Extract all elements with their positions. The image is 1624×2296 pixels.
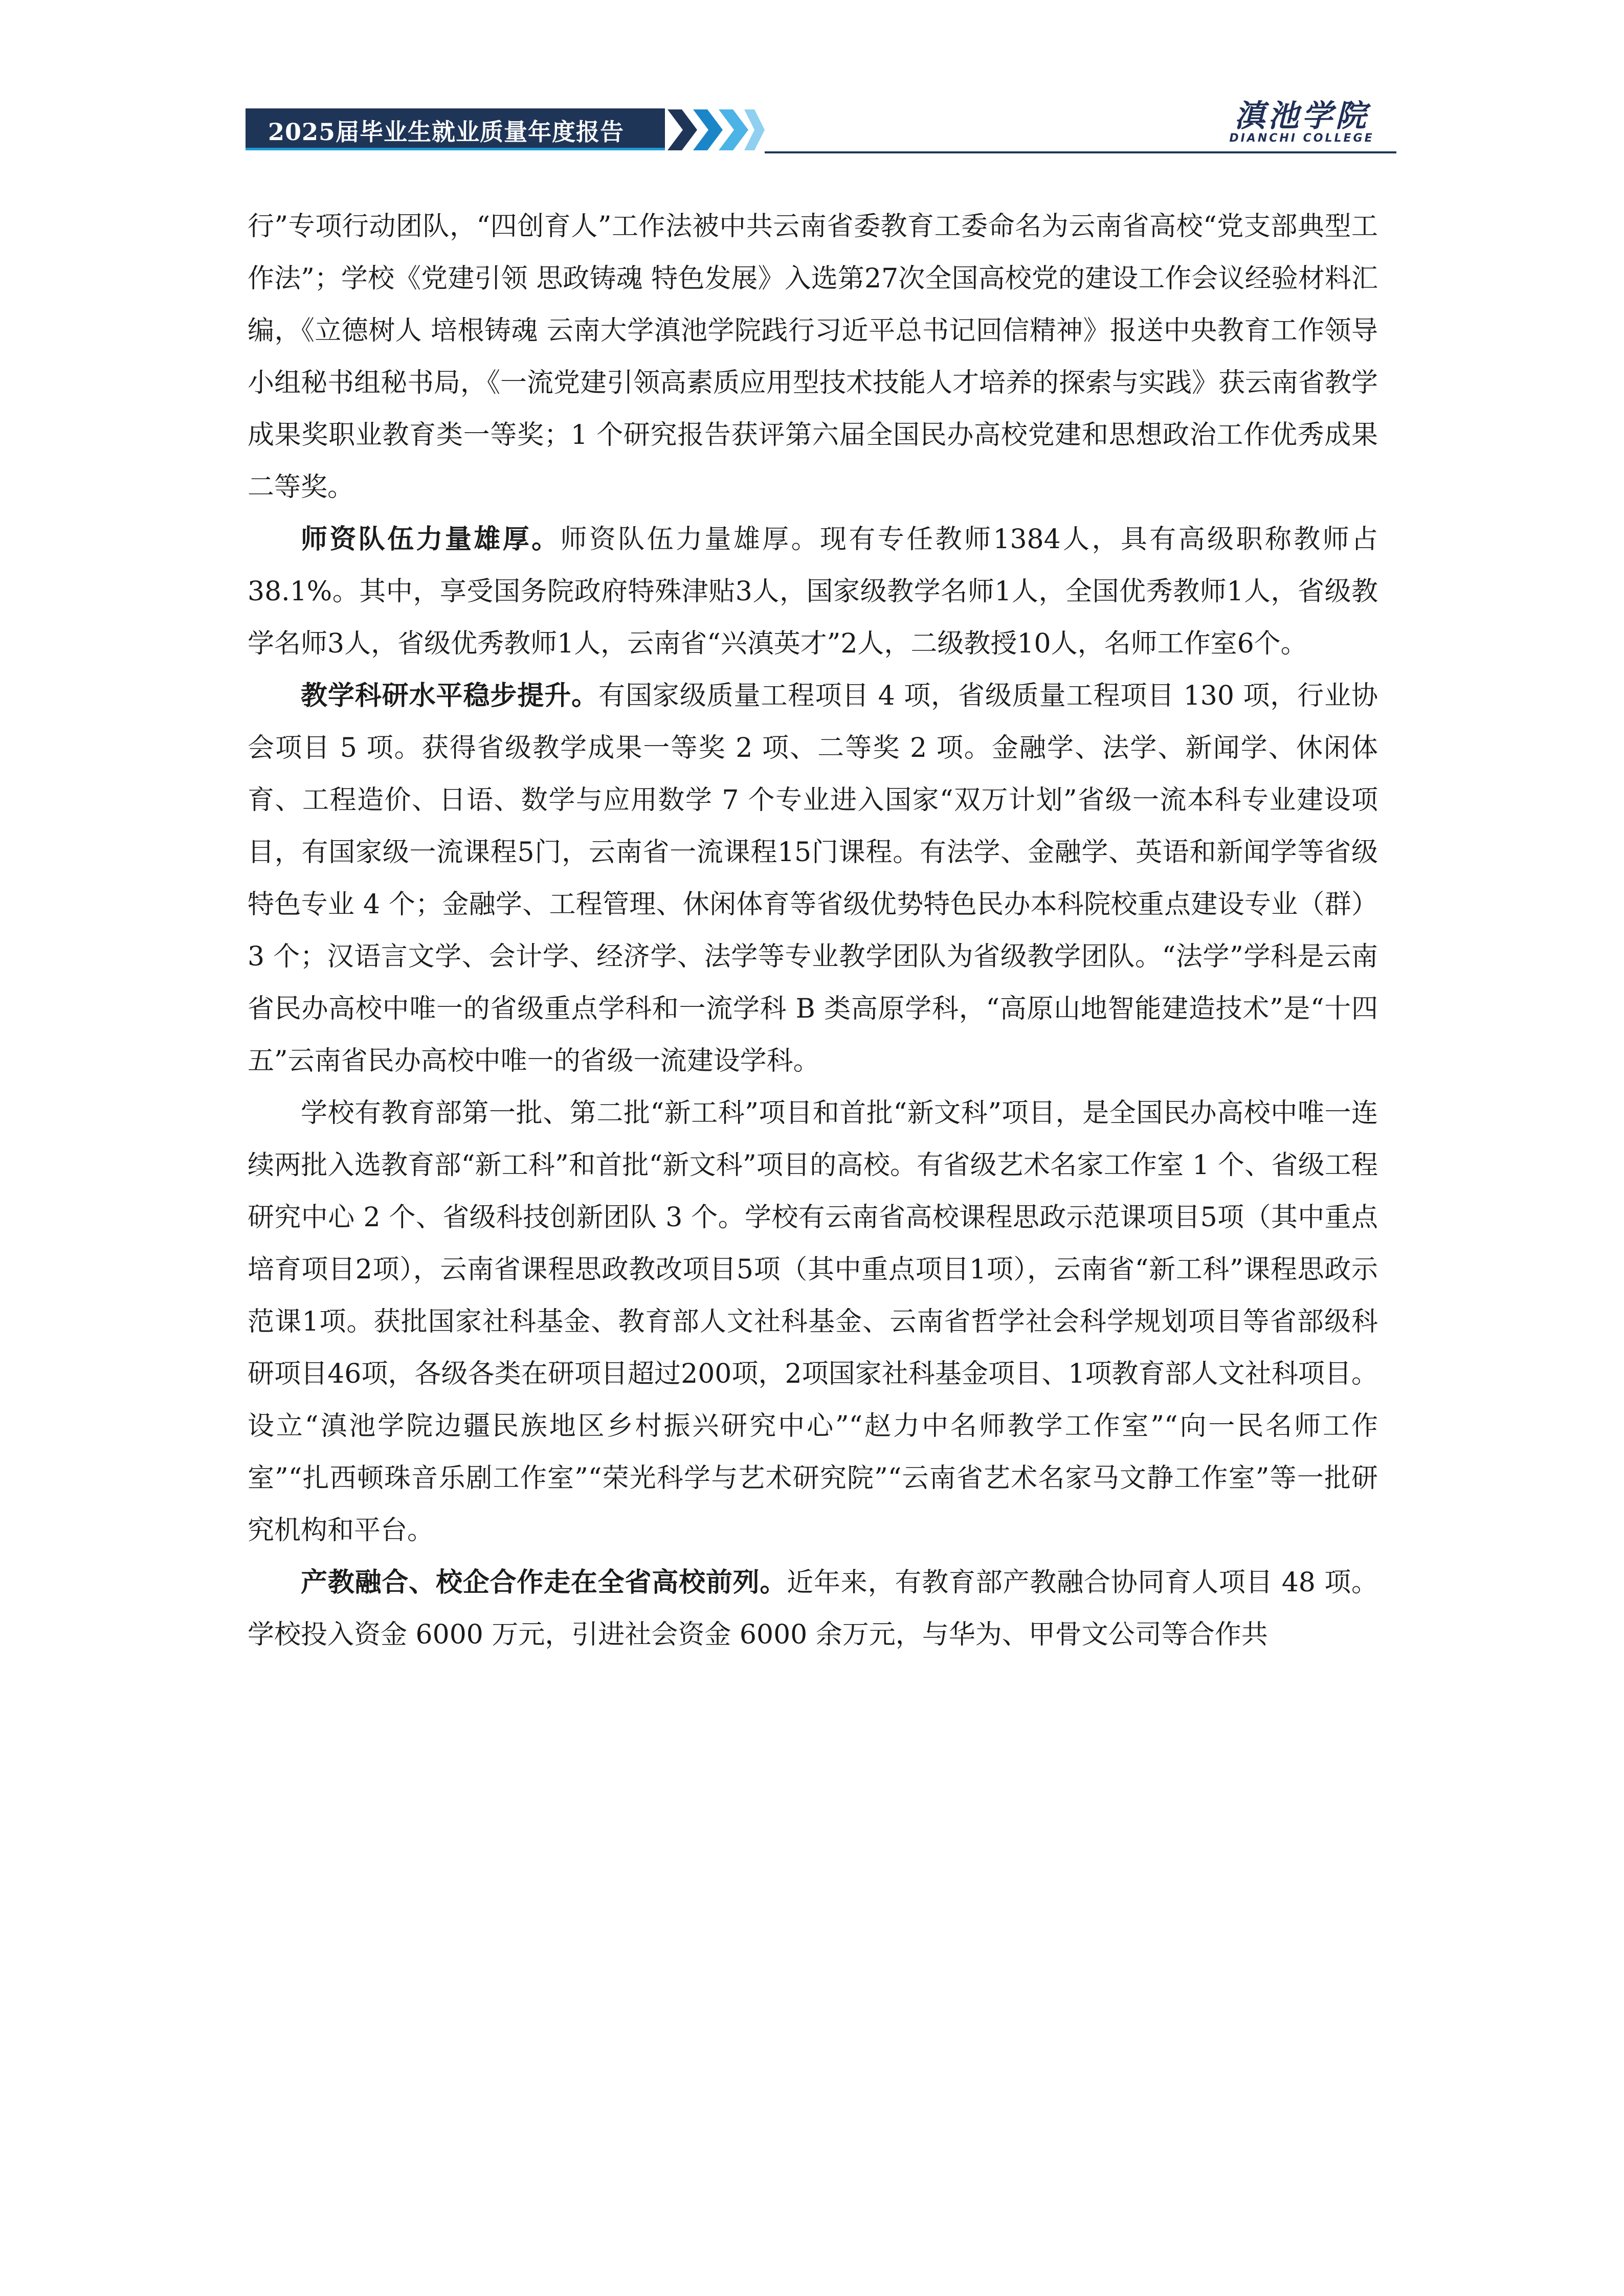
report-body (248, 200, 1378, 1661)
report-title: 2025届毕业生就业质量年度报告 (268, 118, 625, 146)
logo-chinese-name: 滇池学院 (1234, 98, 1369, 134)
paragraph-text: 学校有教育部第一批、第二批“新工科”项目和首批“新文科”项目，是全国民办高校中唯一连续两批入选教育部“新工科”和首批“新文科”项目的高校。有省级艺术名家工作室 1 个、省级工程研究中心 2 个、省级科技创新团队 3 个。学校有云南省高校课程思政示范课项目5项（其中重点培育项目2项），云南省课程思政教改项目5项（其中重点项目1项），云南省“新工科”课程思政示范课1项。获批国家社科基金、教育部人文社科基金、云南省哲学社会科学规划项目等省部级科研项目46项，各级各类在研项目超过200项，2项国家社科基金项目、1项教育部人文社科项目。设立“滇池学院边疆民族地区乡村振兴研究中心”“赵力中名师教学工作室”“向一民名师工作室”“扎西顿珠音乐剧工作室”“荣光科学与艺术研究院”“云南省艺术名家马文静工作室”等一批研究机构和平台。 (248, 1098, 1378, 1546)
paragraph-party-building (248, 200, 1378, 513)
paragraph-new-disciplines (248, 1087, 1378, 1557)
paragraph-heading: 师资队伍力量雄厚。 (301, 524, 561, 555)
paragraph-faculty (248, 513, 1378, 670)
paragraph-text: 师资队伍力量雄厚。现有专任教师1384人，具有高级职称教师占38.1%。其中，享受国务院政府特殊津贴3人，国家级教学名师1人，全国优秀教师1人，省级教学名师3人，省级优秀教师1人，云南省“兴滇英才”2人，二级教授10人，名师工作室6个。 (248, 524, 1378, 659)
header-divider (765, 151, 1396, 153)
paragraph-industry-cooperation (248, 1557, 1378, 1661)
paragraph-teaching-research (248, 670, 1378, 1087)
header-title-bar (246, 108, 665, 150)
page-header (246, 100, 1396, 162)
logo-english-name: DIANCHI COLLEGE (1229, 132, 1374, 145)
paragraph-text: 有国家级质量工程项目 4 项，省级质量工程项目 130 项，行业协会项目 5 项。获得省级教学成果一等奖 2 项、二等奖 2 项。金融学、法学、新闻学、休闲体育、工程造价、日语、数学与应用数学 7 个专业进入国家“双万计划”省级一流本科专业建设项目，有国家级一流课程5门，云南省一流课程15门课程。有法学、金融学、英语和新闻学等省级特色专业 4 个；金融学、工程管理、休闲体育等省级优势特色民办本科院校重点建设专业（群）3 个；汉语言文学、会计学、经济学、法学等专业教学团队为省级教学团队。“法学”学科是云南省民办高校中唯一的省级重点学科和一流学科 B 类高原学科，“高原山地智能建造技术”是“十四五”云南省民办高校中唯一的省级一流建设学科。 (248, 681, 1378, 1076)
paragraph-text: 近年来，有教育部产教融合协同育人项目 48 项。学校投入资金 6000 万元，引进社会资金 6000 余万元，与华为、甲骨文公司等合作共 (248, 1567, 1378, 1650)
college-logo (1207, 100, 1396, 151)
chevron-arrows-icon (668, 105, 765, 154)
paragraph-heading: 教学科研水平稳步提升。 (301, 680, 599, 711)
paragraph-text: 行”专项行动团队，“四创育人”工作法被中共云南省委教育工委命名为云南省高校“党支部典型工作法”；学校《党建引领 思政铸魂 特色发展》入选第27次全国高校党的建设工作会议经验材料汇编，《立德树人 培根铸魂 云南大学滇池学院践行习近平总书记回信精神》报送中央教育工作领导小组秘书组秘书局，《一流党建引领高素质应用型技术技能人才培养的探索与实践》获云南省教学成果奖职业教育类一等奖；1 个研究报告获评第六届全国民办高校党建和思想政治工作优秀成果二等奖。 (248, 211, 1378, 503)
paragraph-heading: 产教融合、校企合作走在全省高校前列。 (301, 1567, 787, 1598)
